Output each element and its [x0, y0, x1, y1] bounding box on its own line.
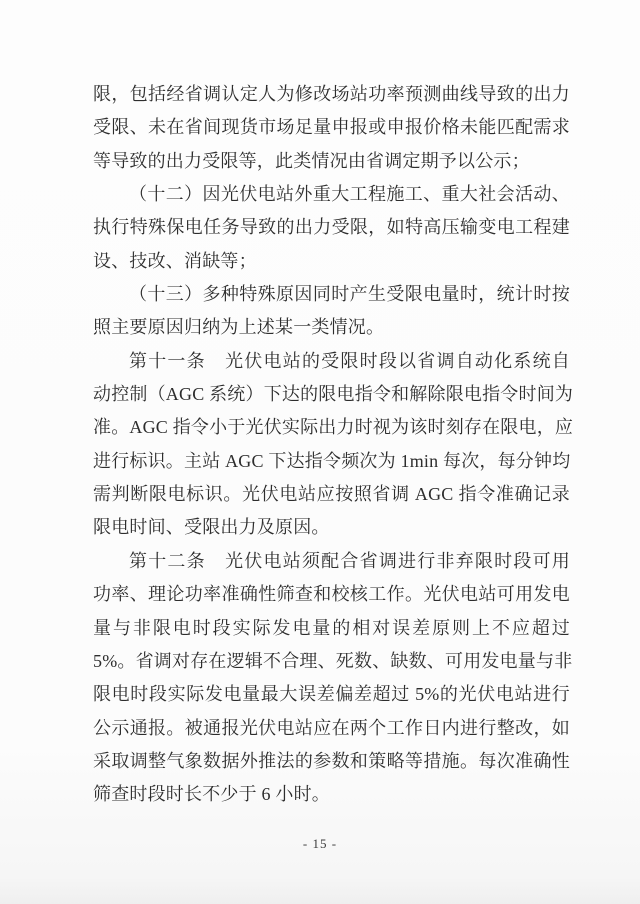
text-line: 功率、理论功率准确性筛查和校核工作。光伏电站可用发电	[93, 584, 570, 605]
document-body-text	[93, 78, 574, 812]
text-line: 受限、未在省间现货市场足量申报或申报价格未能匹配需求	[93, 117, 570, 138]
text-line: 等导致的出力受限等，此类情况由省调定期予以公示；	[93, 150, 530, 171]
text-line: 5%。省调对存在逻辑不合理、死数、缺数、可用发电量与非	[93, 650, 573, 671]
text-line: （十三）多种特殊原因同时产生受限电量时，统计时按	[129, 284, 570, 305]
text-line: 限，包括经省调认定人为修改场站功率预测曲线导致的出力	[93, 84, 570, 104]
text-line: 第十一条 光伏电站的受限时段以省调自动化系统自	[129, 350, 570, 371]
text-line: 动控制（AGC 系统）下达的限电指令和解除限电指令时间为	[93, 384, 574, 405]
text-line: 执行特殊保电任务导致的出力受限，如特高压输变电工程建	[93, 217, 570, 238]
text-line: 进行标识。主站 AGC 下达指令频次为 1min 每次，每分钟均	[93, 450, 571, 471]
page-number: - 15 -	[302, 836, 338, 851]
text-line: 量与非限电时段实际发电量的相对误差原则上不应超过	[93, 617, 570, 638]
text-line: 限电时段实际发电量最大误差偏差超过 5%的光伏电站进行	[93, 684, 570, 705]
text-line: 限电时间、受限出力及原因。	[93, 517, 330, 538]
paragraph-continuation	[93, 78, 570, 178]
text-line: 照主要原因归纳为上述某一类情况。	[93, 317, 385, 338]
paragraph-item-13	[93, 278, 570, 345]
text-line: 需判断限电标识。光伏电站应按照省调 AGC 指令准确记录	[93, 484, 570, 505]
paragraph-article-11	[93, 345, 574, 545]
paragraph-item-12	[93, 178, 570, 278]
text-line: （十二）因光伏电站外重大工程施工、重大社会活动、	[129, 184, 570, 205]
text-line: 采取调整气象数据外推法的参数和策略等措施。每次准确性	[93, 750, 570, 771]
text-line: 公示通报。被通报光伏电站应在两个工作日内进行整改，如	[93, 717, 570, 738]
text-line: 筛查时段时长不少于 6 小时。	[93, 784, 330, 805]
text-line: 准。AGC 指令小于光伏实际出力时视为该时刻存在限电，应	[93, 417, 574, 438]
paragraph-article-12	[93, 545, 573, 812]
text-line: 第十二条 光伏电站须配合省调进行非弃限时段可用	[129, 550, 570, 571]
text-line: 设、技改、消缺等；	[93, 250, 257, 271]
